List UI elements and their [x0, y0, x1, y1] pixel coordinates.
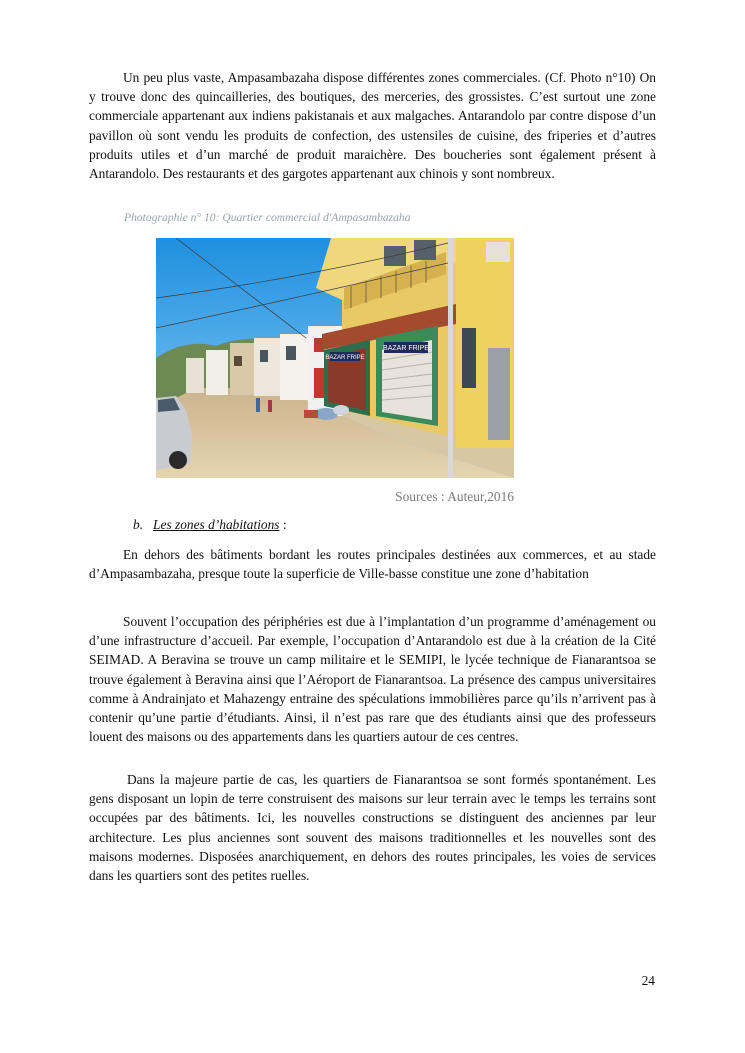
- paragraph-text: Un peu plus vaste, Ampasambazaha dispose différentes zones commerciales. (Cf. Photo n°10) On y trouve donc des quincailleries, des boutiques, des merceries, des grossistes. C’est surtout une zone commerciale appartenant aux indiens pakistanais et aux malgaches. Antarandolo par contre dispose d’un pavillon où sont vendu les produits de confection, des ustensiles de cuisine, des friperies et d’autres produits utiles et d’un marché de produit maraichère. Des boucheries sont également présent à Antarandolo. Des restaurants et des gargotes appartenant aux chinois y sont nombreux.: [89, 70, 656, 182]
- paragraph-commercial-zones: [89, 68, 656, 183]
- street-photo: [156, 238, 514, 478]
- subheading-colon: :: [279, 517, 287, 532]
- page-number: 24: [641, 973, 655, 988]
- subheading-title: Les zones d’habitations: [153, 517, 280, 532]
- paragraph-text: Dans la majeure partie de cas, les quartiers de Fianarantsoa se sont formés spontanément. Les gens disposant un lopin de terre construisent des maisons sur leur terrain avec le temps les terrains sont occupées par des bâtiments. Ici, les nouvelles constructions se distinguent des anciennes par leur architecture. Les plus anciennes sont souvent des maisons traditionnelles et les nouvelles sont des maisons modernes. Disposées anarchiquement, en dehors des routes principales, les voies de services dans les quartiers sont des petites ruelles.: [89, 772, 656, 884]
- figure-caption: Photographie n° 10: Quartier commercial d'Ampasambazaha: [124, 211, 411, 224]
- subheading-letter: b.: [133, 517, 144, 532]
- shop-sign-right: BAZAR FRIPE: [383, 345, 429, 352]
- paragraph-spontaneous-formation: [89, 770, 656, 885]
- paragraph-text: En dehors des bâtiments bordant les routes principales destinées aux commerces, et au stade d’Ampasambazaha, presque toute la superficie de Ville-basse constitue une zone d’habitation: [89, 547, 656, 582]
- subheading-habitation-zones: [133, 517, 287, 533]
- shop-sign-left: BAZAR FRIPE: [325, 355, 365, 361]
- paragraph-habitation-overview: [89, 545, 656, 583]
- paragraph-peripheries: [89, 612, 656, 746]
- figure-source: Sources : Auteur,2016: [395, 489, 514, 504]
- street-photo-illustration: [156, 238, 514, 478]
- paragraph-text: Souvent l’occupation des périphéries est due à l’implantation d’un programme d’aménagement ou d’une infrastructure d’accueil. Par exemple, l’occupation d’Antarandolo est due à la création de la Cité SEIMAD. A Beravina se trouve un camp militaire et le SEMIPI, le lycée technique de Fianarantsoa se trouve également à Beravina ainsi que l’Aéroport de Fianarantsoa. La présence des campus universitaires comme à Andrainjato et Mahazengy entraine des spéculations immobilières parce qu’ils n’arrivent pas à contenir qu’une partie d’étudiants. Ainsi, il n’est pas rare que des étudiants ainsi que des professeurs louent des maisons ou des appartements dans les quartiers autour de ces centres.: [89, 614, 656, 745]
